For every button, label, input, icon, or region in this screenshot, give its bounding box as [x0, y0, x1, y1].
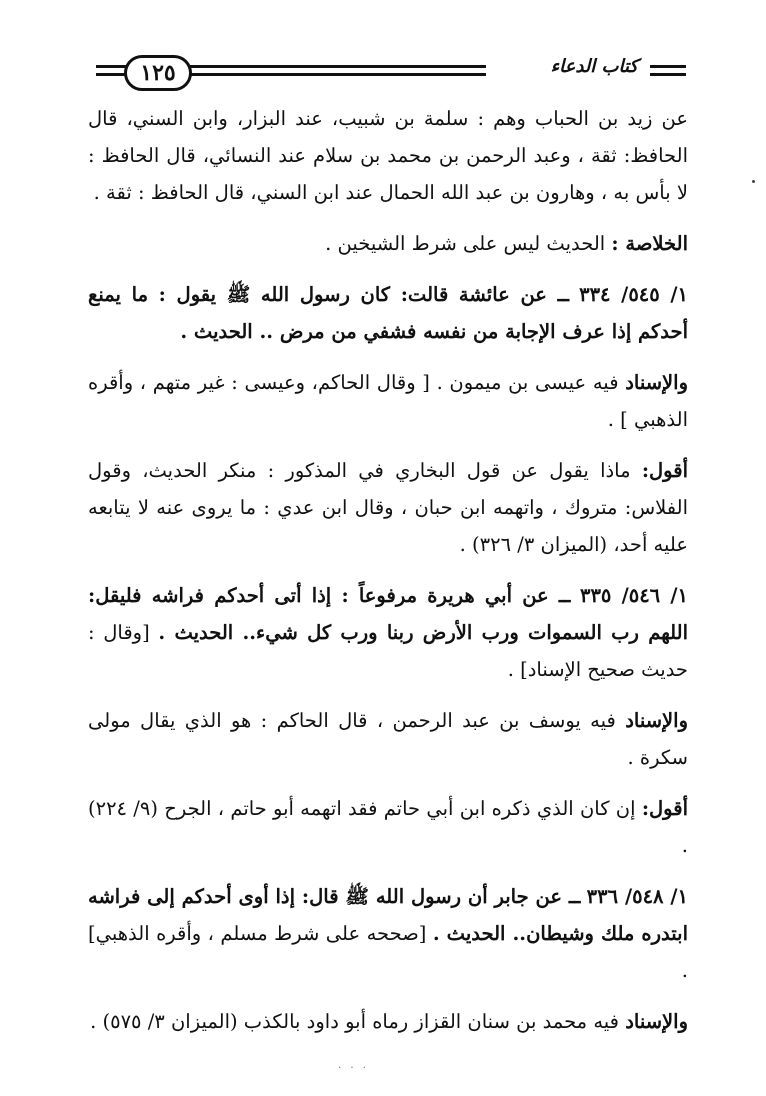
- hadith-entry: [88, 878, 688, 989]
- paragraph-text: ماذا يقول عن قول البخاري في المذكور : منكر الحديث، وقول الفلاس: متروك ، واتهمه ابن حبان ، وقال ابن عدي : ما يروى عنه لا يتابعه عليه أحد، (الميزان ٣/ ٣٢٦) .: [88, 459, 688, 556]
- paragraph-label: والإسناد: [625, 1010, 688, 1033]
- scan-speck: [752, 180, 755, 183]
- paragraph: [88, 702, 688, 776]
- paragraph: [88, 364, 688, 438]
- page-number: ١٢٥: [124, 55, 192, 91]
- paragraph-label: أقول:: [641, 459, 688, 482]
- paragraph-label: الخلاصة :: [611, 232, 688, 255]
- hadith-entry: [88, 276, 688, 350]
- paragraph-text: فيه عيسى بن ميمون . [ وقال الحاكم، وعيسى : غير متهم ، وأقره الذهبي ] .: [88, 371, 688, 431]
- hadith-text: ــ عن جابر أن رسول الله ﷺ قال: إذا أوى أحدكم إلى فراشه ابتدره ملك وشيطان.. الحديث .: [88, 885, 689, 945]
- hadith-number: ١/ ٥٤٦/ ٣٣٥: [579, 584, 688, 607]
- paragraph-label: أقول:: [641, 797, 688, 820]
- page-body: [88, 100, 688, 1050]
- paragraph: [88, 100, 688, 211]
- hadith-number: ١/ ٥٤٨/ ٣٣٦: [586, 885, 689, 908]
- footer-dots: . . .: [338, 1060, 369, 1071]
- rule-line: [650, 73, 686, 76]
- paragraph-label: والإسناد: [625, 371, 688, 394]
- hadith-text: ــ عن أبي هريرة مرفوعاً : إذا أتى أحدكم فراشه فليقل: اللهم رب السموات ورب الأرض ربنا ورب كل شيء.. الحديث .: [88, 584, 688, 644]
- paragraph-text: إن كان الذي ذكره ابن أبي حاتم فقد اتهمه أبو حاتم ، الجرح (٩/ ٢٢٤) .: [88, 797, 688, 857]
- hadith-note: [صححه على شرط مسلم ، وأقره الذهبي] .: [88, 922, 688, 982]
- paragraph-label: والإسناد: [625, 709, 688, 732]
- rule-line: [650, 65, 686, 68]
- hadith-text: ــ عن عائشة قالت: كان رسول الله ﷺ يقول : ما يمنع أحدكم إذا عرف الإجابة من نفسه فشفي من مرض .. الحديث .: [88, 283, 688, 343]
- hadith-note: [وقال : حديث صحيح الإسناد] .: [88, 621, 688, 681]
- paragraph: [88, 790, 688, 864]
- paragraph: [88, 1003, 688, 1040]
- paragraph: [88, 225, 688, 262]
- paragraph-text: الحديث ليس على شرط الشيخين .: [325, 232, 606, 255]
- paragraph: [88, 452, 688, 563]
- paragraph-text: فيه محمد بن سنان القزاز رماه أبو داود بالكذب (الميزان ٣/ ٥٧٥) .: [90, 1010, 619, 1033]
- page-header: [96, 50, 686, 94]
- hadith-entry: [88, 577, 688, 688]
- paragraph-text: عن زيد بن الحباب وهم : سلمة بن شبيب، عند البزار، وابن السني، قال الحافظ: ثقة ، وعبد الرحمن بن محمد بن سلام عند النسائي، قال الحافظ : لا بأس به ، وهارون بن عبد الله الحمال عند ابن السني، قال الحافظ : ثقة .: [88, 107, 688, 204]
- hadith-number: ١/ ٥٤٥/ ٣٣٤: [579, 283, 689, 306]
- paragraph-text: فيه يوسف بن عبد الرحمن ، قال الحاكم : هو الذي يقال مولى سكرة .: [88, 709, 688, 769]
- running-title: كتاب الدعاء: [550, 56, 638, 77]
